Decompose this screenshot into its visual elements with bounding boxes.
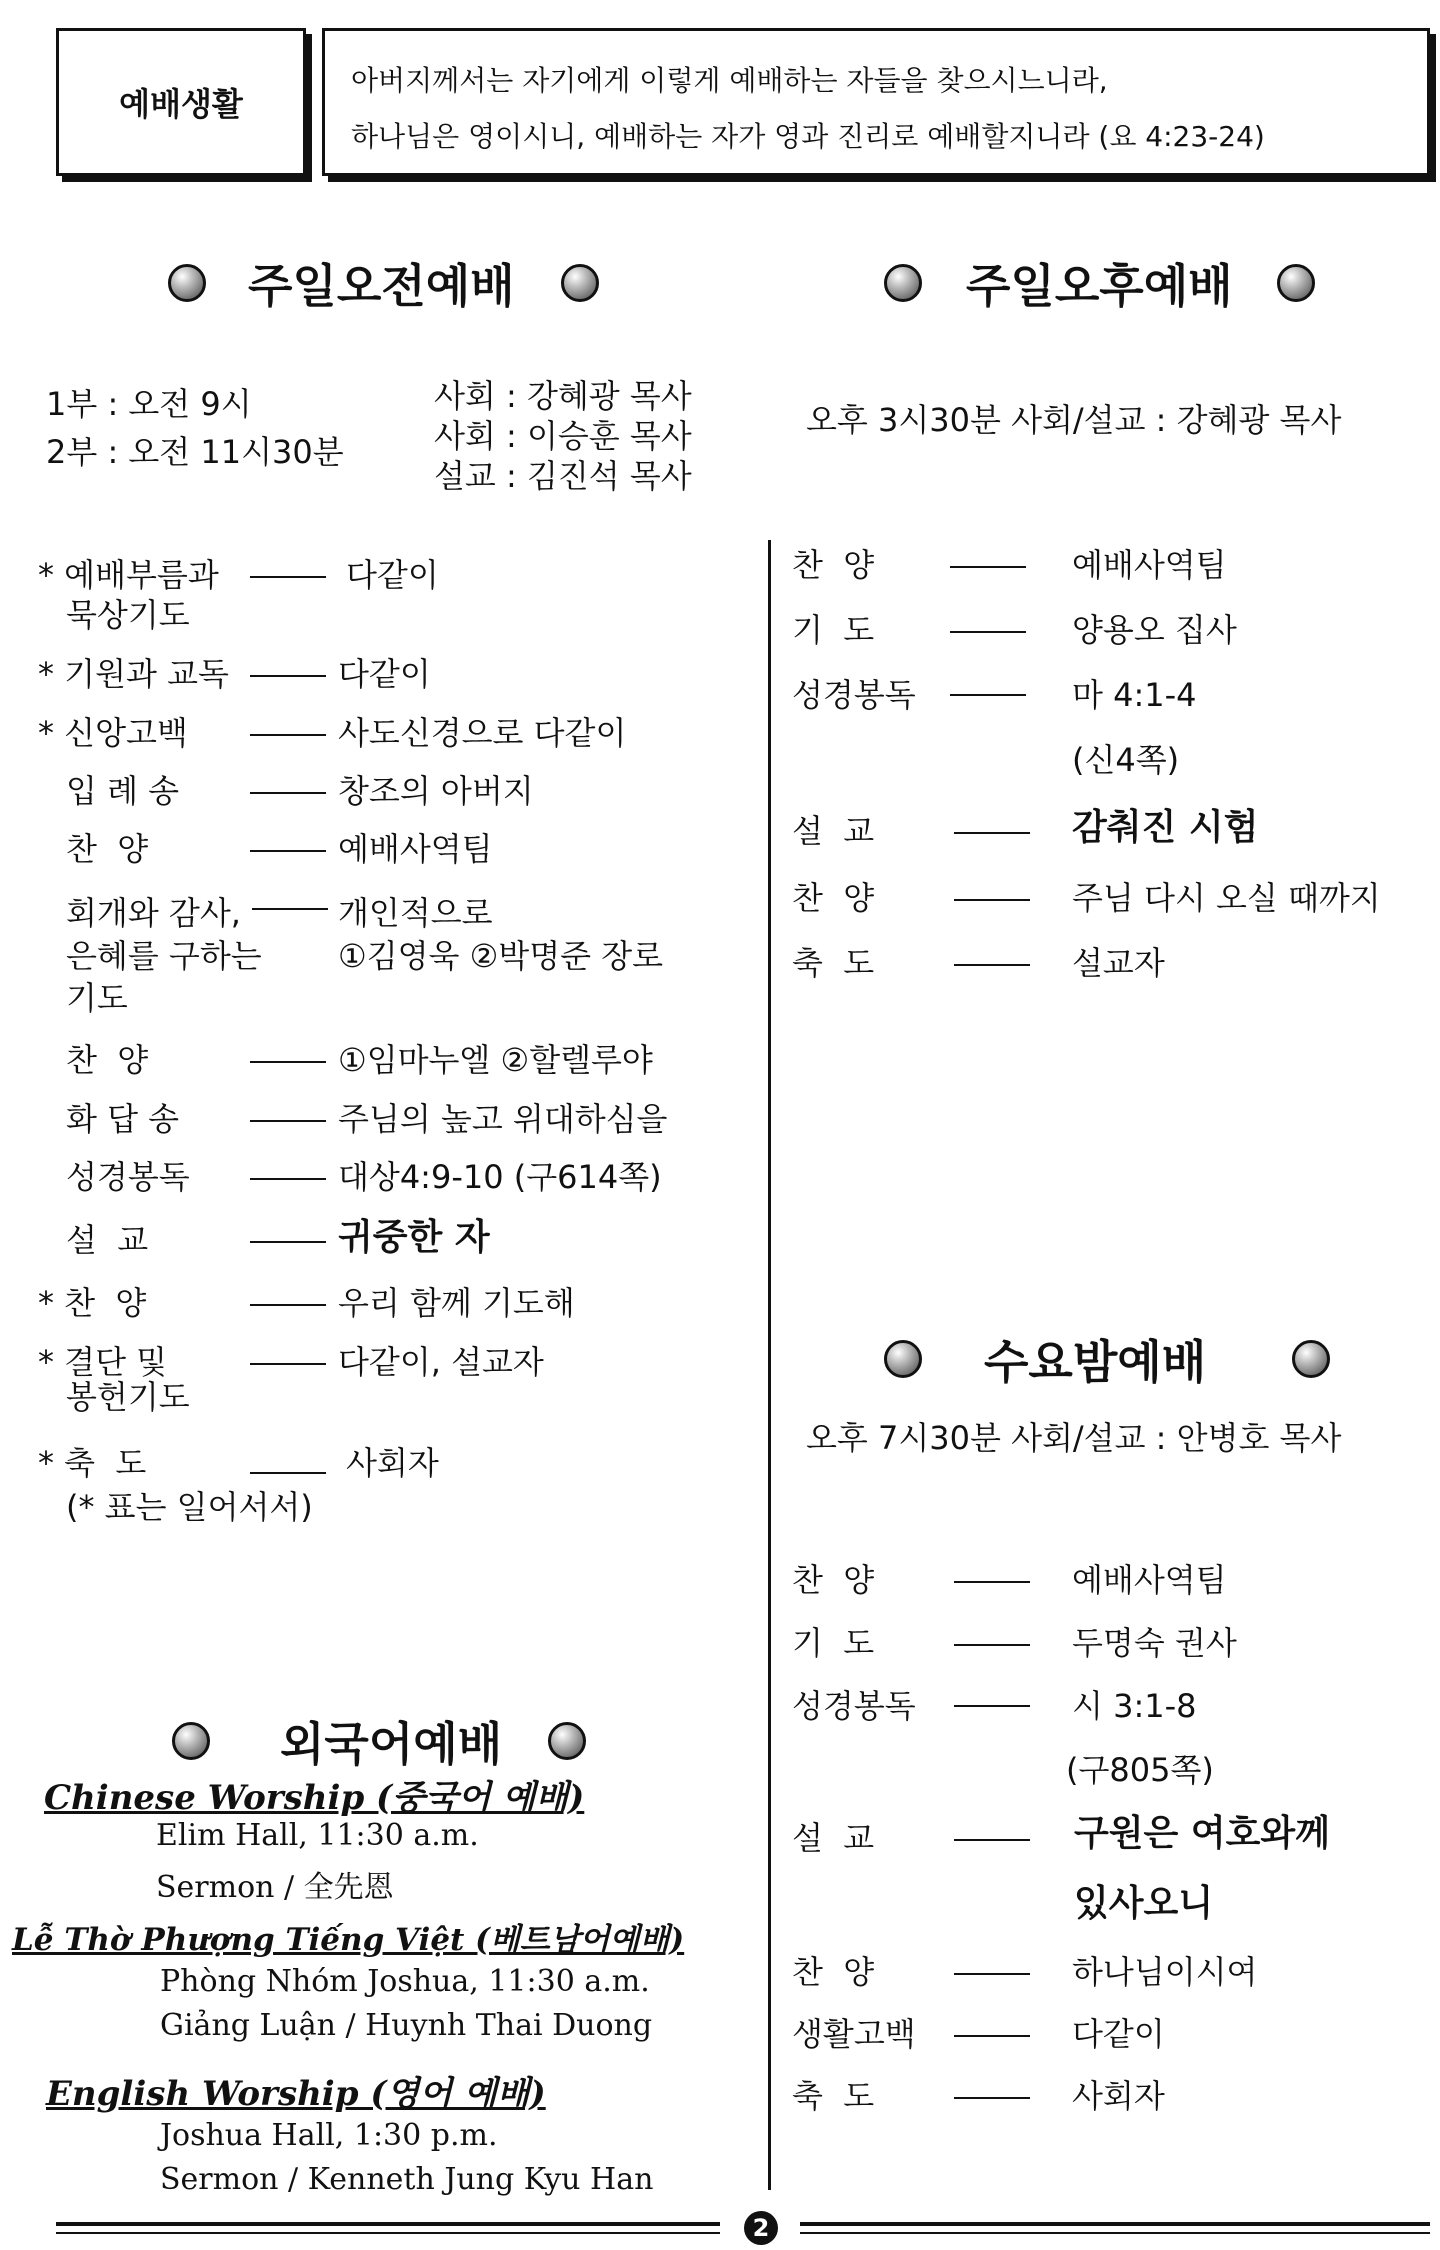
- list-item-value: 다같이, 설교자: [338, 1343, 544, 1381]
- bullet-ball-icon: [884, 264, 922, 302]
- vietnamese-worship-sermon: Giảng Luận / Huynh Thai Duong: [160, 2008, 653, 2043]
- foreign-service-title: [172, 1708, 586, 1774]
- list-item-label: 묵상기도: [66, 596, 190, 634]
- leader-dash: [954, 2035, 1030, 2037]
- list-item-label: * 결단 및: [38, 1343, 168, 1381]
- list-item-label: * 예배부름과: [38, 556, 219, 594]
- list-item-value: (신4쪽): [1072, 741, 1180, 779]
- leader-dash: [954, 1581, 1030, 1583]
- list-item-label: 화 답 송: [66, 1100, 180, 1138]
- list-item-label: 찬 양: [792, 1561, 875, 1599]
- list-item-value: 예배사역팀: [1072, 546, 1227, 584]
- list-item-label: * 축 도: [38, 1444, 147, 1482]
- list-item-value: 다같이: [346, 556, 439, 594]
- chinese-worship-place: Elim Hall, 11:30 a.m.: [156, 1818, 479, 1853]
- list-item-label: 기도: [66, 979, 128, 1017]
- list-item-label: 생활고백: [792, 2015, 916, 2053]
- footer-rule-left-thin: [56, 2232, 720, 2234]
- list-item-value: ①김영욱 ②박명준 장로: [338, 937, 664, 975]
- english-worship-heading: English Worship (영어 예배): [46, 2074, 546, 2114]
- bullet-ball-icon: [172, 1722, 210, 1760]
- list-item-label: 설 교: [792, 812, 875, 850]
- list-item-label: 성경봉독: [66, 1158, 190, 1196]
- list-item-value: 하나님이시여: [1072, 1953, 1258, 1991]
- morning-service-title: [168, 250, 599, 316]
- section-label: [56, 28, 306, 176]
- list-item-value: 마 4:1-4: [1072, 676, 1197, 714]
- bullet-ball-icon: [1292, 1340, 1330, 1378]
- list-item-value: 사회자: [346, 1444, 439, 1482]
- leader-dash: [250, 1241, 326, 1243]
- standing-note: (* 표는 일어서서): [66, 1488, 313, 1526]
- page-number-text: 2: [752, 2214, 770, 2242]
- foreign-title-text: 외국어예배: [280, 1717, 503, 1771]
- leader-dash: [252, 908, 328, 910]
- list-item-label: 은혜를 구하는: [66, 937, 262, 975]
- list-item-value: ①임마누엘 ②할렐루야: [338, 1041, 653, 1079]
- leader-dash: [250, 1304, 326, 1306]
- english-worship-place: Joshua Hall, 1:30 p.m.: [160, 2118, 498, 2153]
- morning-title-text: 주일오전예배: [248, 259, 515, 313]
- leader-dash: [954, 1973, 1030, 1975]
- sermon-title-line-2: 있사오니: [1074, 1883, 1214, 1924]
- scripture-box: [322, 28, 1430, 176]
- english-worship-sermon: Sermon / Kenneth Jung Kyu Han: [160, 2162, 654, 2197]
- leader-dash: [954, 2097, 1030, 2099]
- list-item-label: * 찬 양: [38, 1284, 147, 1322]
- leader-dash: [954, 1644, 1030, 1646]
- list-item-value: 사회자: [1072, 2077, 1165, 2115]
- list-item-label: 기 도: [792, 1624, 875, 1662]
- list-item-label: 입 례 송: [66, 772, 180, 810]
- morning-leader-1: 사회 : 강혜광 목사: [434, 377, 692, 415]
- wednesday-service-title: [884, 1326, 1330, 1392]
- list-item-value: 다같이: [338, 655, 431, 693]
- list-item-label: * 신앙고백: [38, 714, 188, 752]
- leader-dash: [250, 1120, 326, 1122]
- leader-dash: [950, 566, 1026, 568]
- list-item-value: 주님 다시 오실 때까지: [1072, 879, 1381, 917]
- list-item-value: 개인적으로: [338, 894, 493, 932]
- sermon-title: 구원은 여호와께: [1074, 1813, 1330, 1854]
- list-item-value: 예배사역팀: [1072, 1561, 1227, 1599]
- list-item-label: 축 도: [792, 2077, 875, 2115]
- list-item-label: 찬 양: [792, 1953, 875, 1991]
- footer-rule-right-thin: [800, 2232, 1430, 2234]
- afternoon-title-text: 주일오후예배: [966, 259, 1233, 313]
- leader-dash: [250, 675, 326, 677]
- footer-rule-left: [56, 2222, 720, 2226]
- list-item-label: 찬 양: [792, 546, 875, 584]
- list-item-value: 시 3:1-8: [1072, 1687, 1197, 1725]
- leader-dash: [250, 576, 326, 578]
- list-item-label: 설 교: [66, 1221, 149, 1259]
- leader-dash: [250, 850, 326, 852]
- chinese-worship-heading: Chinese Worship (중국어 예배): [44, 1778, 585, 1818]
- leader-dash: [250, 734, 326, 736]
- list-item-label: 축 도: [792, 944, 875, 982]
- list-item-value: 대상4:9-10 (구614쪽): [338, 1158, 662, 1196]
- morning-leader-2: 사회 : 이승훈 목사: [434, 417, 692, 455]
- bullet-ball-icon: [548, 1722, 586, 1760]
- list-item-label: * 기원과 교독: [38, 655, 229, 693]
- leader-dash: [954, 964, 1030, 966]
- list-item-label: 봉헌기도: [66, 1378, 190, 1416]
- leader-dash: [250, 792, 326, 794]
- list-item-value: 예배사역팀: [338, 830, 493, 868]
- vietnamese-worship-place: Phòng Nhóm Joshua, 11:30 a.m.: [160, 1964, 650, 1999]
- list-item-label: 설 교: [792, 1819, 875, 1857]
- list-item-value: 설교자: [1072, 944, 1165, 982]
- leader-dash: [950, 694, 1026, 696]
- leader-dash: [954, 1705, 1030, 1707]
- leader-dash: [950, 631, 1026, 633]
- footer-rule-right: [800, 2222, 1430, 2226]
- list-item-value: 창조의 아버지: [338, 772, 534, 810]
- leader-dash: [250, 1178, 326, 1180]
- list-item-label: 찬 양: [792, 879, 875, 917]
- wednesday-info: 오후 7시30분 사회/설교 : 안병호 목사: [806, 1419, 1342, 1457]
- sermon-title: 귀중한 자: [338, 1217, 490, 1258]
- list-item-value: 양용오 집사: [1072, 611, 1237, 649]
- morning-time-1: 1부 : 오전 9시: [46, 385, 252, 423]
- list-item-value: 우리 함께 기도해: [338, 1284, 575, 1322]
- afternoon-service-title: [884, 250, 1315, 316]
- morning-preacher: 설교 : 김진석 목사: [434, 457, 692, 495]
- bullet-ball-icon: [561, 264, 599, 302]
- list-item-value: 주님의 높고 위대하심을: [338, 1100, 668, 1138]
- list-item-value: (구805쪽): [1066, 1751, 1214, 1789]
- scripture-line-1: 아버지께서는 자기에게 이렇게 예배하는 자들을 찾으시느니라,: [351, 64, 1108, 97]
- section-label-text: 예배생활: [119, 85, 243, 123]
- morning-time-2: 2부 : 오전 11시30분: [46, 433, 344, 471]
- list-item-label: 회개와 감사,: [66, 894, 241, 932]
- list-item-label: 찬 양: [66, 1041, 149, 1079]
- list-item-value: 두명숙 권사: [1072, 1624, 1237, 1662]
- list-item-label: 성경봉독: [792, 1687, 916, 1725]
- bullet-ball-icon: [168, 264, 206, 302]
- sermon-title: 감춰진 시험: [1072, 807, 1259, 848]
- list-item-label: 찬 양: [66, 830, 149, 868]
- vietnamese-worship-heading: Lễ Thờ Phượng Tiếng Việt (베트남어예배): [12, 1922, 685, 1958]
- bullet-ball-icon: [884, 1340, 922, 1378]
- bullet-ball-icon: [1277, 264, 1315, 302]
- leader-dash: [954, 1839, 1030, 1841]
- column-divider: [768, 540, 771, 2190]
- leader-dash: [250, 1472, 326, 1474]
- leader-dash: [250, 1061, 326, 1063]
- leader-dash: [954, 832, 1030, 834]
- list-item-label: 기 도: [792, 611, 875, 649]
- leader-dash: [954, 899, 1030, 901]
- list-item-value: 다같이: [1072, 2015, 1165, 2053]
- list-item-value: 사도신경으로 다같이: [338, 714, 627, 752]
- page-number: [744, 2211, 778, 2245]
- leader-dash: [250, 1363, 326, 1365]
- list-item-label: 성경봉독: [792, 676, 916, 714]
- afternoon-info: 오후 3시30분 사회/설교 : 강혜광 목사: [806, 401, 1342, 439]
- scripture-line-2: 하나님은 영이시니, 예배하는 자가 영과 진리로 예배할지니라 (요 4:23-24): [351, 120, 1265, 153]
- wednesday-title-text: 수요밤예배: [984, 1335, 1207, 1389]
- chinese-worship-sermon: Sermon / 全先恩: [156, 1870, 394, 1905]
